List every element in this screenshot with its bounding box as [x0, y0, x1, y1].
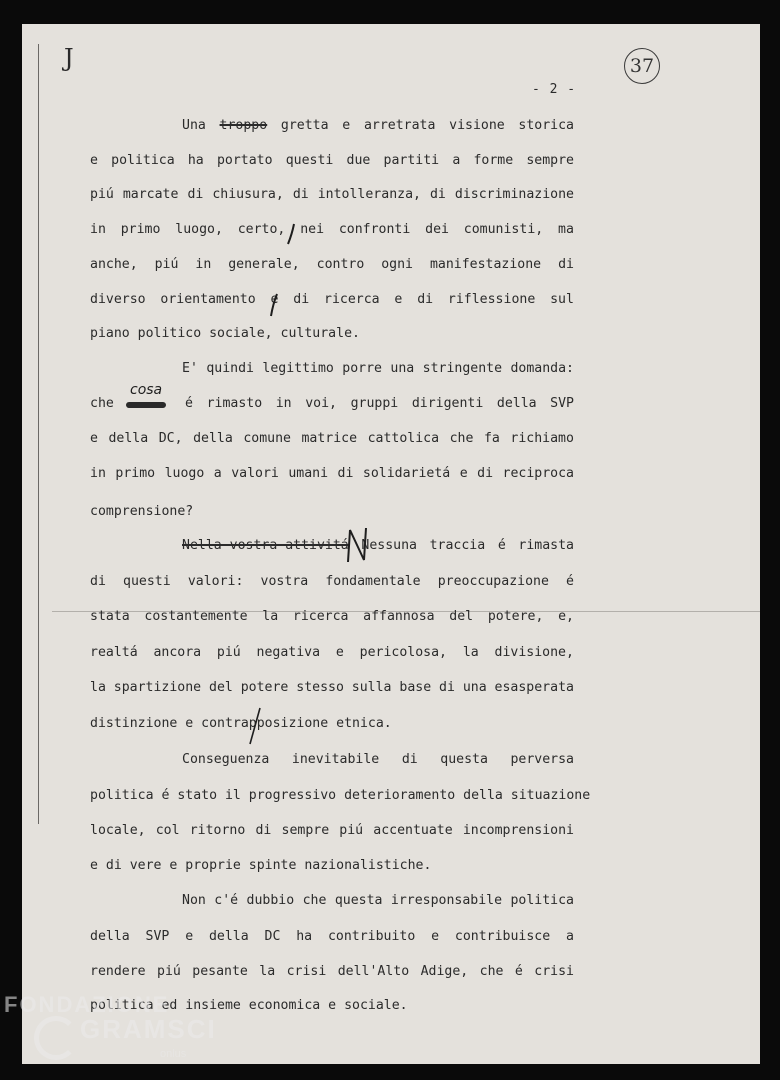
corner-mark: J — [64, 44, 74, 72]
text-line: in primo luogo, certo, nei confronti dei comunisti, ma — [90, 222, 574, 237]
scribbled-word — [126, 402, 166, 408]
text-line: distinzione e contrapposizione etnica. — [90, 716, 392, 731]
document-page — [22, 24, 760, 1064]
text-line: la spartizione del potere stesso sulla base di una esasperata — [90, 680, 574, 695]
text-line: anche, piú in generale, contro ogni manifestazione di — [90, 257, 574, 272]
text-line: rendere piú pesante la crisi dell'Alto Adige, che é crisi — [90, 964, 574, 979]
text-line: politica ed insieme economica e sociale. — [90, 998, 408, 1013]
page-number: - 2 - — [532, 82, 577, 97]
watermark-logo-icon — [34, 1016, 78, 1060]
text-line: di questi valori: vostra fondamentale preoccupazione é — [90, 574, 574, 589]
left-margin-rule — [38, 44, 39, 824]
text-line: piú marcate di chiusura, di intolleranza, di discriminazione — [90, 187, 574, 202]
folio-number: 37 — [624, 48, 660, 84]
text-line: Una troppo gretta e arretrata visione storica — [182, 118, 574, 133]
text-line: che é rimasto in voi, gruppi dirigenti della SVP — [90, 396, 574, 411]
text-line: e della DC, della comune matrice cattolica che fa richiamo — [90, 431, 574, 446]
text-line: stata costantemente la ricerca affannosa del potere, e, — [90, 609, 574, 624]
inserted-word: cosa — [130, 382, 163, 398]
handwritten-slash — [248, 706, 262, 746]
comma-insertion-mark — [286, 220, 298, 248]
text-line: politica é stato il progressivo deterioramento della situazione — [90, 788, 591, 803]
text-line: comprensione? — [90, 504, 194, 519]
watermark-suffix: onlus — [160, 1048, 187, 1060]
text-line: Non c'é dubbio che questa irresponsabile politica — [182, 893, 574, 908]
text-line: piano politico sociale, culturale. — [90, 326, 360, 341]
text-line: e politica ha portato questi due partiti a forme sempre — [90, 153, 574, 168]
watermark-line2: GRAMSCI — [80, 1014, 217, 1044]
text-line: e di vere e proprie spinte nazionalistiche. — [90, 858, 432, 873]
text-line: realtá ancora piú negativa e pericolosa, la divisione, — [90, 645, 574, 660]
text-line: E' quindi legittimo porre una stringente domanda: — [182, 361, 574, 376]
text-line: diverso orientamento e di ricerca e di riflessione sul — [90, 292, 574, 307]
watermark-line1: FONDAZIONE — [4, 992, 170, 1017]
text-line: Conseguenza inevitabile di questa perversa — [182, 752, 574, 767]
text-line: della SVP e della DC ha contribuito e contribuisce a — [90, 929, 574, 944]
handwritten-mark — [269, 290, 281, 320]
text-line: in primo luogo a valori umani di solidarietá e di reciproca — [90, 466, 574, 481]
handwritten-n-correction — [344, 526, 370, 566]
text-line: Nella vostra attivitá Nessuna traccia é rimasta — [182, 538, 574, 553]
text-line: locale, col ritorno di sempre piú accentuate incomprensioni — [90, 823, 574, 838]
